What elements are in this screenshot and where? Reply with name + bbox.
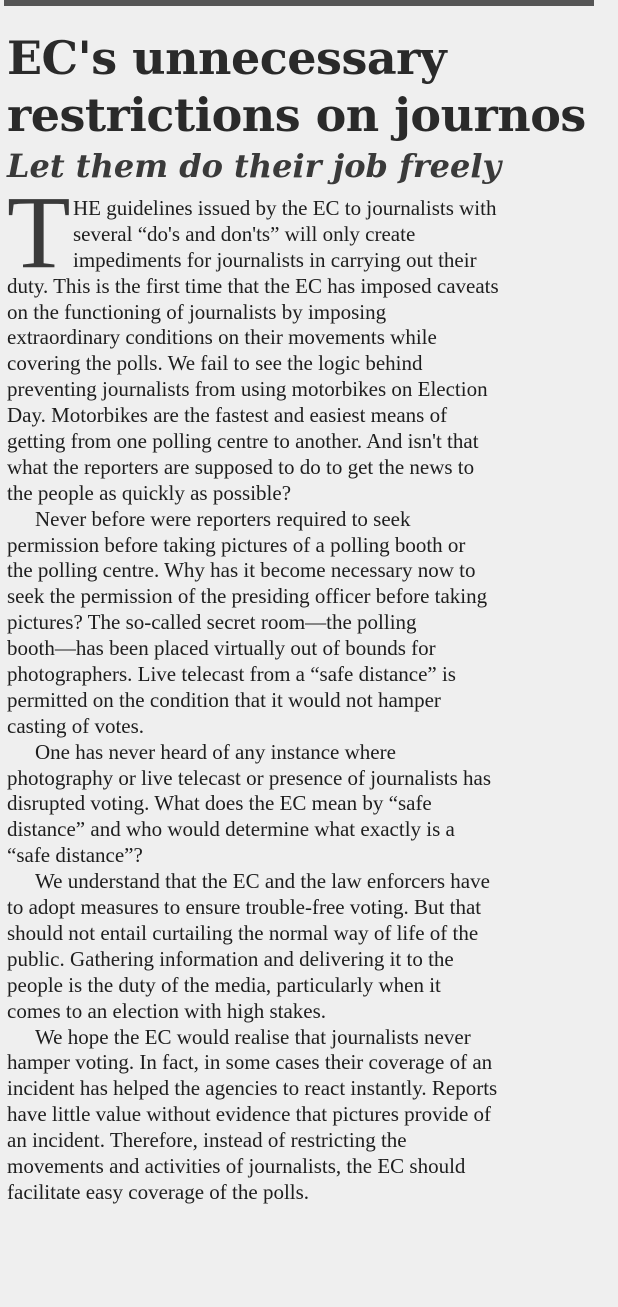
text-line: permission before taking pictures of a polling booth or: [7, 532, 466, 557]
text-line: covering the polls. We fail to see the logic behind: [7, 351, 423, 376]
headline: [7, 30, 597, 144]
text-line: disrupted voting. What does the EC mean by “safe: [7, 791, 432, 816]
article-body: [7, 175, 597, 1206]
text-line: comes to an election with high stakes.: [7, 998, 327, 1023]
text-line: One has never heard of any instance where: [35, 739, 396, 764]
text-line: several “do's and don'ts” will only create: [73, 221, 416, 246]
text-line: facilitate easy coverage of the polls.: [7, 1179, 310, 1204]
text-line: impediments for journalists in carrying out their: [73, 247, 477, 272]
text-line: casting of votes.: [7, 713, 145, 738]
headline-line-2: restrictions on journos: [7, 88, 586, 142]
text-line: We hope the EC would realise that journalists never: [35, 1024, 471, 1049]
paragraph-5: [7, 1025, 597, 1206]
paragraph-2: [7, 507, 597, 740]
text-line: Never before were reporters required to seek: [35, 506, 411, 531]
text-line: incident has helped the agencies to react instantly. Reports: [7, 1076, 498, 1101]
paragraph-1: [7, 175, 597, 507]
text-line: seek the permission of the presiding officer before taking: [7, 584, 488, 609]
top-rule: [4, 0, 594, 6]
text-line: We understand that the EC and the law enforcers have: [35, 869, 490, 894]
text-line: the people as quickly as possible?: [7, 480, 292, 505]
text-line: to adopt measures to ensure trouble-free voting. But that: [7, 895, 482, 920]
text-line: on the functioning of journalists by imposing: [7, 299, 387, 324]
text-line: HE guidelines issued by the EC to journalists with: [73, 196, 497, 220]
text-line: movements and activities of journalists, the EC should: [7, 1153, 466, 1178]
text-line: should not entail curtailing the normal way of life of the: [7, 920, 479, 945]
text-line: pictures? The so-called secret room—the polling: [7, 610, 417, 635]
editorial-article: [7, 30, 597, 1206]
text-line: an incident. Therefore, instead of restricting the: [7, 1128, 407, 1153]
paragraph-4: [7, 869, 597, 1024]
subheadline: Let them do their job freely: [7, 147, 502, 185]
text-line: what the reporters are supposed to do to get the news to: [7, 454, 475, 479]
text-line: getting from one polling centre to another. And isn't that: [7, 429, 479, 454]
text-line: hamper voting. In fact, in some cases their coverage of an: [7, 1050, 493, 1075]
text-line: people is the duty of the media, particularly when it: [7, 972, 441, 997]
text-line: duty. This is the first time that the EC has imposed caveats: [7, 273, 499, 298]
text-line: the polling centre. Why has it become necessary now to: [7, 558, 476, 583]
drop-cap: T: [7, 175, 71, 290]
text-line: distance” and who would determine what exactly is a: [7, 817, 455, 842]
text-line: preventing journalists from using motorbikes on Election: [7, 377, 488, 402]
text-line: booth—has been placed virtually out of bounds for: [7, 636, 436, 661]
text-line: Day. Motorbikes are the fastest and easiest means of: [7, 403, 448, 428]
text-line: public. Gathering information and delivering it to the: [7, 946, 454, 971]
text-line: photography or live telecast or presence of journalists has: [7, 765, 492, 790]
headline-line-1: EC's unnecessary: [7, 31, 447, 85]
text-line: photographers. Live telecast from a “safe distance” is: [7, 662, 456, 687]
text-line: have little value without evidence that pictures provide of: [7, 1102, 492, 1127]
text-line: extraordinary conditions on their movements while: [7, 325, 437, 350]
paragraph-3: [7, 740, 597, 869]
text-line: “safe distance”?: [7, 843, 143, 868]
text-line: permitted on the condition that it would not hamper: [7, 687, 441, 712]
